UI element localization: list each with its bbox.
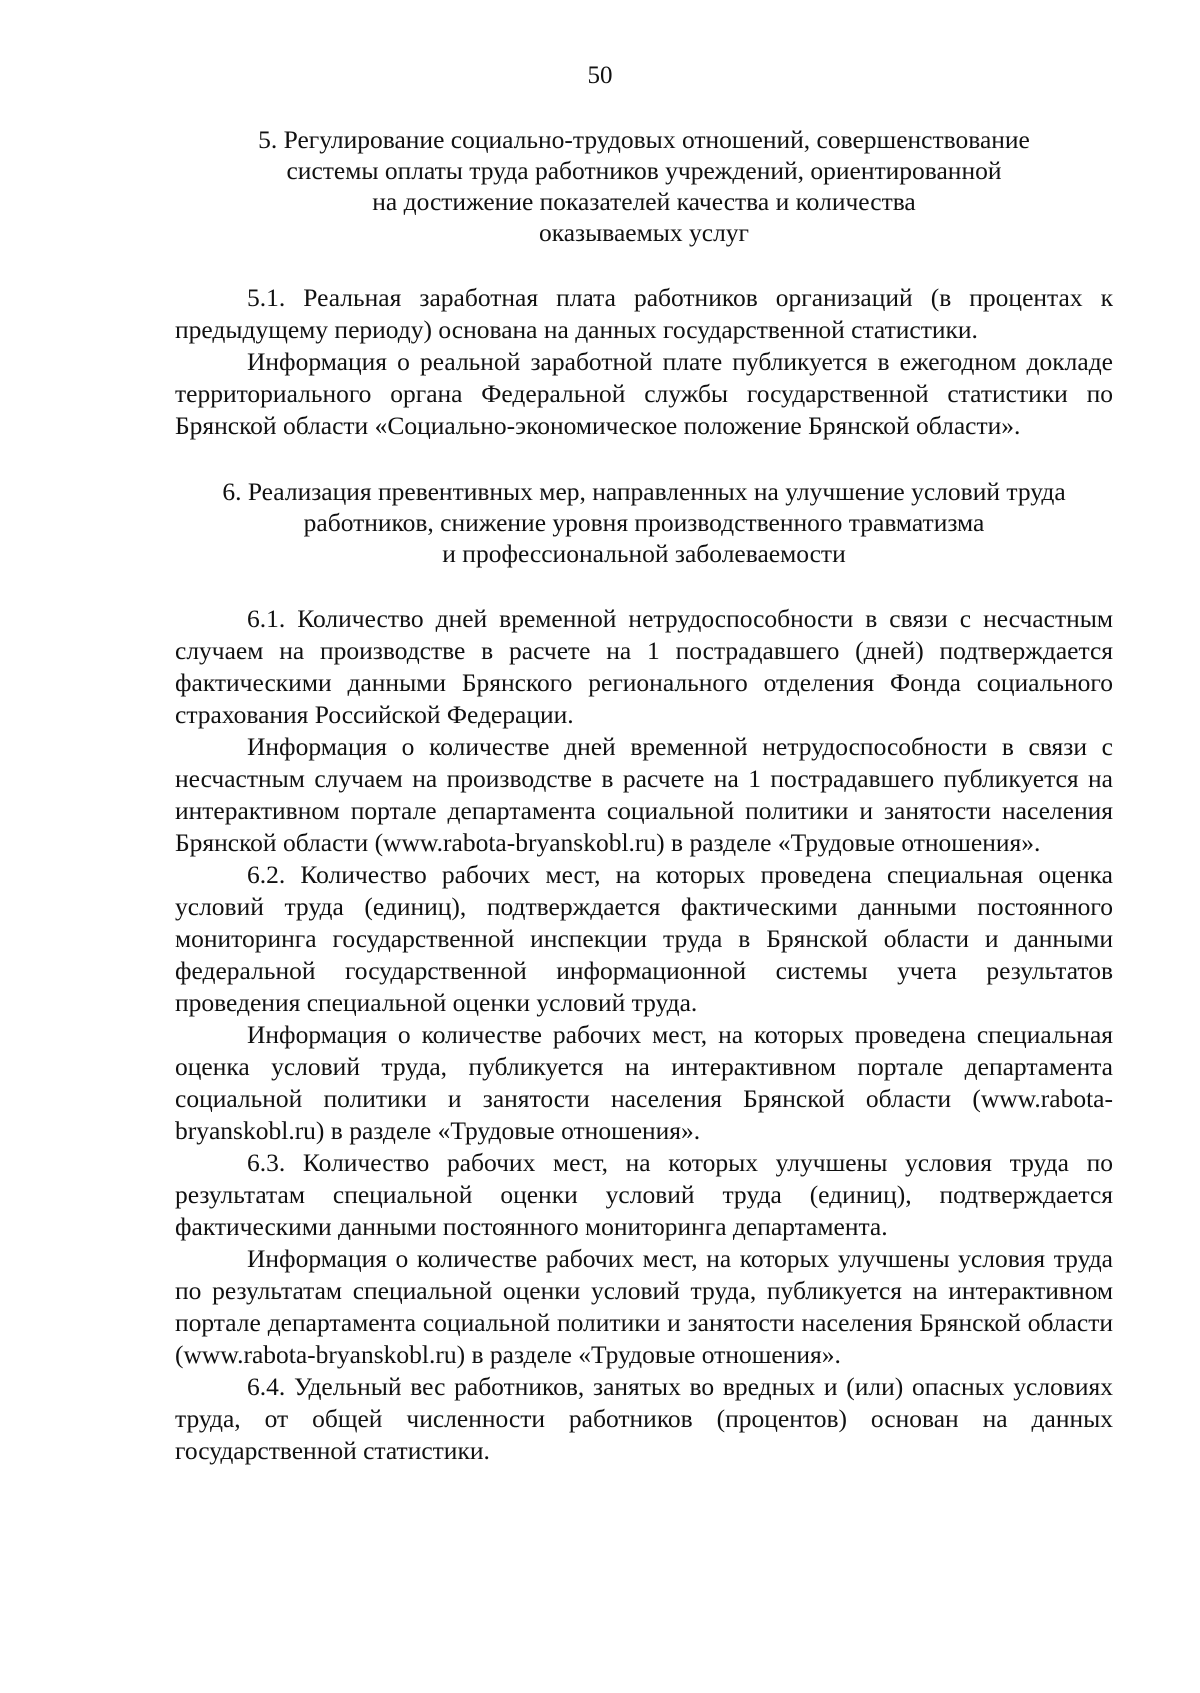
section-5-heading <box>175 124 1113 248</box>
heading-line: на достижение показателей качества и количества <box>372 187 916 216</box>
paragraph-6-2: 6.2. Количество рабочих мест, на которых проведена специальная оценка условий труда (единиц), подтверждается фактическими данными постоянного мониторинга государственной инспекции труда в Брянской области и данными федеральной государственной информационной системы учета результатов проведения специальной оценки условий труда. <box>175 860 1113 1017</box>
heading-line: 6. Реализация превентивных мер, направленных на улучшение условий труда <box>222 477 1066 506</box>
paragraph-5-1-info: Информация о реальной заработной плате публикуется в ежегодном докладе территориального органа Федеральной службы государственной статистики по Брянской области «Социально-экономическое положение Брянской области». <box>175 347 1113 440</box>
heading-line: 5. Регулирование социально-трудовых отношений, совершенствование <box>258 125 1030 154</box>
spacer <box>175 248 1113 282</box>
spacer <box>175 569 1113 603</box>
heading-line: оказываемых услуг <box>538 218 749 247</box>
page-content <box>175 124 1113 1467</box>
paragraph-5-1: 5.1. Реальная заработная плата работников организаций (в процентах к предыдущему периоду) основана на данных государственной статистики. <box>175 283 1113 344</box>
heading-line: системы оплаты труда работников учреждений, ориентированной <box>286 156 1002 185</box>
paragraph-6-1: 6.1. Количество дней временной нетрудоспособности в связи с несчастным случаем на производстве в расчете на 1 пострадавшего (дней) подтверждается фактическими данными Брянского регионального отделения Фонда социального страхования Российской Федерации. <box>175 604 1113 729</box>
paragraph-6-2-info: Информация о количестве рабочих мест, на которых проведена специальная оценка условий труда, публикуется на интерактивном портале департамента социальной политики и занятости населения Брянской области (www.rabota-bryanskobl.ru) в разделе «Трудовые отношения». <box>175 1020 1113 1145</box>
page-number: 50 <box>587 62 613 89</box>
heading-line: и профессиональной заболеваемости <box>442 539 846 568</box>
paragraph-6-4: 6.4. Удельный вес работников, занятых во вредных и (или) опасных условиях труда, от общей численности работников (процентов) основан на данных государственной статистики. <box>175 1372 1113 1465</box>
heading-line: работников, снижение уровня производственного травматизма <box>303 508 985 537</box>
paragraph-6-3: 6.3. Количество рабочих мест, на которых улучшены условия труда по результатам специальной оценки условий труда (единиц), подтверждается фактическими данными постоянного мониторинга департамента. <box>175 1148 1113 1241</box>
section-6-heading <box>175 476 1113 569</box>
paragraph-6-1-info: Информация о количестве дней временной нетрудоспособности в связи с несчастным случаем на производстве в расчете на 1 пострадавшего публикуется на интерактивном портале департамента социальной политики и занятости населения Брянской области (www.rabota-bryanskobl.ru) в разделе «Трудовые отношения». <box>175 732 1113 857</box>
spacer <box>175 442 1113 476</box>
paragraph-6-3-info: Информация о количестве рабочих мест, на которых улучшены условия труда по результатам специальной оценки условий труда, публикуется на интерактивном портале департамента социальной политики и занятости населения Брянской области (www.rabota-bryanskobl.ru) в разделе «Трудовые отношения». <box>175 1244 1113 1369</box>
